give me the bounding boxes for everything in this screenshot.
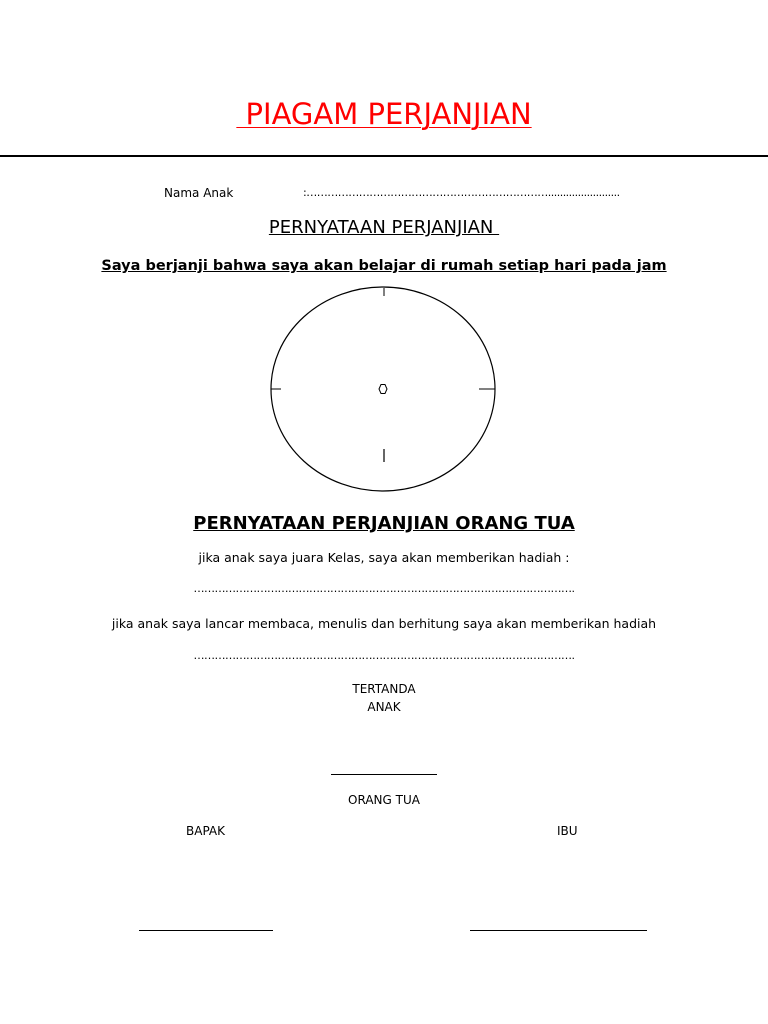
bapak-label: BAPAK [186,824,225,838]
janji-statement: Saya berjanji bahwa saya akan belajar di rumah setiap hari pada jam [101,258,667,274]
hadiah-fill-line-1: ………………………………………………………………………………………………. [193,582,575,595]
page-title: PIAGAM PERJANJIAN [236,97,532,131]
pernyataan-orang-tua-heading: PERNYATAAN PERJANJIAN ORANG TUA [193,513,575,534]
orang-tua-label: ORANG TUA [348,793,420,807]
clock-face-circle [271,287,495,491]
nama-anak-fill-line: :……………………………………………………………........................ [303,186,620,199]
lancar-membaca-statement: jika anak saya lancar membaca, menulis dan berhitung saya akan memberikan hadiah [111,616,657,631]
tertanda-label: TERTANDA [352,682,416,696]
anak-label: ANAK [367,700,401,714]
anak-signature-line [331,774,437,775]
ibu-signature-line [470,930,647,931]
hadiah-fill-line-2: ………………………………………………………………………………………………. [193,649,575,662]
juara-kelas-statement: jika anak saya juara Kelas, saya akan memberikan hadiah : [198,550,570,565]
pernyataan-perjanjian-heading: PERNYATAAN PERJANJIAN [268,217,500,238]
clock-center-hexagon [379,385,387,394]
ibu-label: IBU [557,824,578,838]
bapak-signature-line [139,930,273,931]
nama-anak-label: Nama Anak [164,186,234,200]
clock-icon [268,285,498,495]
header-divider [0,155,768,157]
